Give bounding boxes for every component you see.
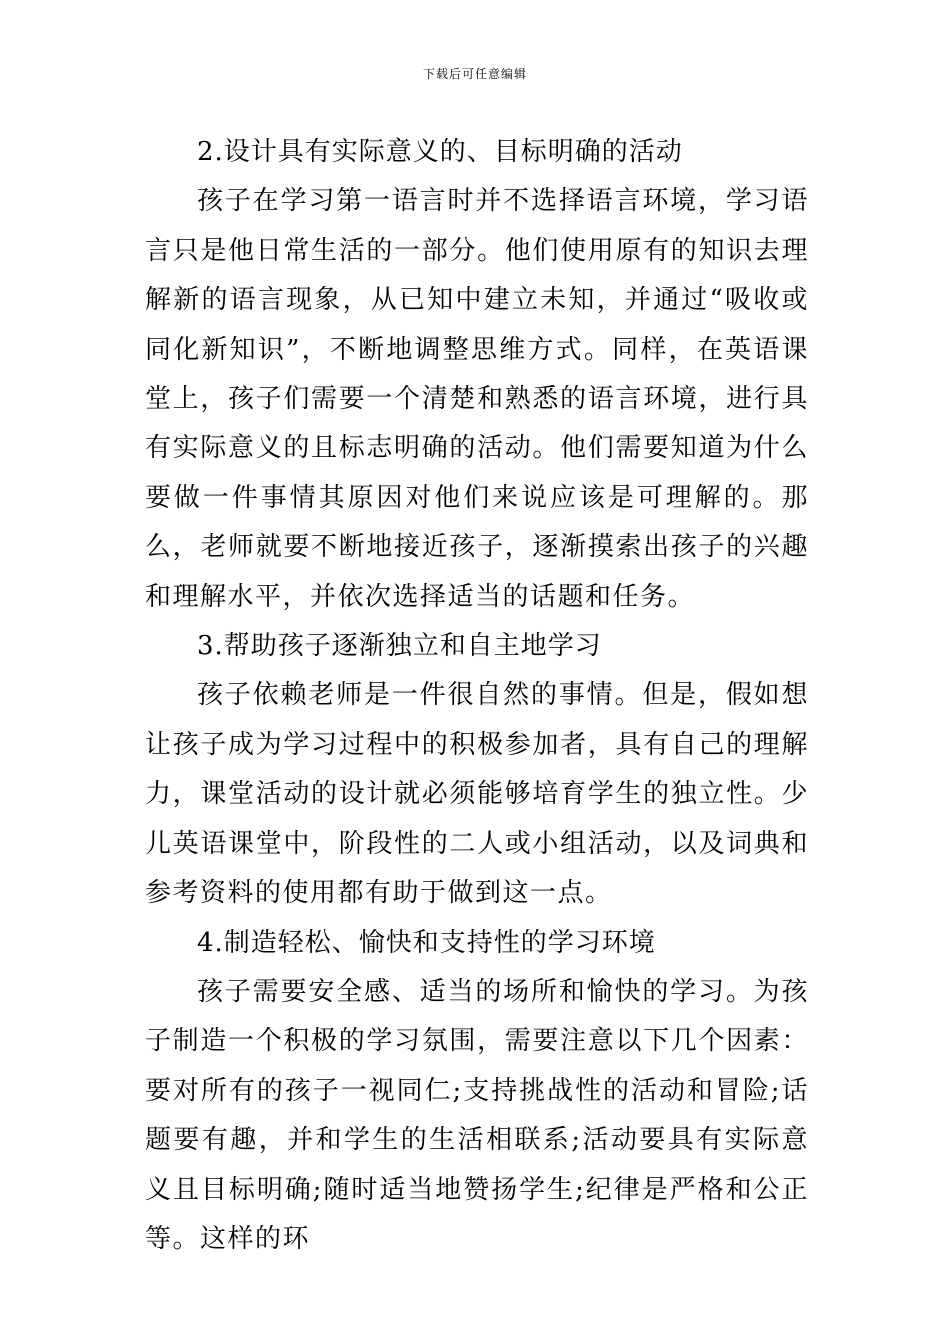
section-heading-2: 2.设计具有实际意义的、目标明确的活动	[197, 137, 683, 167]
section-heading-3: 3.帮助孩子逐渐独立和自主地学习	[197, 631, 602, 662]
section-paragraph-3: 孩子依赖老师是一件很自然的事情。但是，假如想让孩子成为学习过程中的积极参加者，具有自己的理解力，课堂活动的设计就必须能够培育学生的独立性。少儿英语课堂中，阶段性的二人或小组活动，以及词典和参考资料的使用都有助于做到这一点。	[145, 680, 809, 909]
section-paragraph-4: 孩子需要安全感、适当的场所和愉快的学习。为孩子制造一个积极的学习氛围，需要注意以下几个因素：要对所有的孩子一视同仁;支持挑战性的活动和冒险;话题要有趣，并和学生的生活相联系;活动要具有实际意义且目标明确;随时适当地赞扬学生;纪律是严格和公正等。这样的环	[145, 976, 809, 1254]
page-header-note: 下载后可任意编辑	[422, 67, 527, 81]
section-paragraph-2: 孩子在学习第一语言时并不选择语言环境，学习语言只是他日常生活的一部分。他们使用原有的知识去理解新的语言现象，从已知中建立未知，并通过“吸收或同化新知识”，不断地调整思维方式。同样，在英语课堂上，孩子们需要一个清楚和熟悉的语言环境，进行具有实际意义的且标志明确的活动。他们需要知道为什么要做一件事情其原因对他们来说应该是可理解的。那么，老师就要不断地接近孩子，逐渐摸索出孩子的兴趣和理解水平，并依次选择适当的话题和任务。	[145, 186, 809, 612]
section-heading-4: 4.制造轻松、愉快和支持性的学习环境	[197, 927, 656, 958]
document-body	[145, 128, 809, 1264]
